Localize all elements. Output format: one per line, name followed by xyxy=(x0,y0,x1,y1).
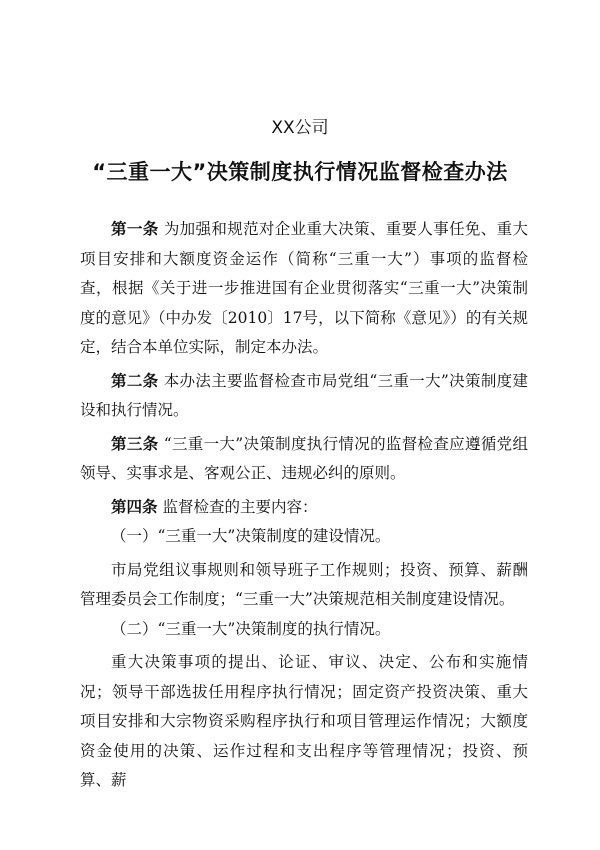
article-2-text: 本办法主要监督检查市局党组“三重一大”决策制度建设和执行情况。 xyxy=(80,371,528,419)
article-4-text: 监督检查的主要内容： xyxy=(162,497,318,516)
document-body xyxy=(80,215,528,796)
article-2 xyxy=(80,367,528,426)
article-4-label: 第四条 xyxy=(111,497,158,516)
article-1 xyxy=(80,215,528,363)
section-1-text: 市局党组议事规则和领导班子工作规则；投资、预算、薪酬管理委员会工作制度；“三重一大”决策规范相关制度建设情况。 xyxy=(80,560,528,608)
article-1-text: 为加强和规范对企业重大决策、重要人事任免、重大项目安排和大额度资金运作（简称“三重一大”）事项的监督检查，根据《关于进一步推进国有企业贯彻落实“三重一大”决策制度的意见》（中办发〔2010〕17号，以下简称《意见》）的有关规定，结合本单位实际，制定本办法。 xyxy=(80,220,528,356)
article-4 xyxy=(80,493,528,523)
article-2-label: 第二条 xyxy=(111,371,159,390)
document-title: “三重一大”决策制度执行情况监督检查办法 xyxy=(92,160,508,184)
article-1-label: 第一条 xyxy=(111,220,159,238)
section-2-text: 重大决策事项的提出、论证、审议、决定、公布和实施情况；领导干部选拔任用程序执行情况；固定资产投资决策、重大项目安排和大宗物资采购程序执行和项目管理运作情况；大额度资金使用的决策、运作过程和支出程序等管理情况；投资、预算、薪 xyxy=(80,653,528,789)
company-name: XX公司 xyxy=(271,118,329,138)
article-3-text: “三重一大”决策制度执行情况的监督检查应遵循党组领导、实事求是、客观公正、违规必纠的原则。 xyxy=(80,434,528,482)
section-2-heading: （二）“三重一大”决策制度的执行情况。 xyxy=(111,619,391,638)
section-1-heading: （一）“三重一大”决策制度的建设情况。 xyxy=(111,527,391,545)
article-3 xyxy=(80,430,528,489)
article-3-label: 第三条 xyxy=(111,434,159,453)
